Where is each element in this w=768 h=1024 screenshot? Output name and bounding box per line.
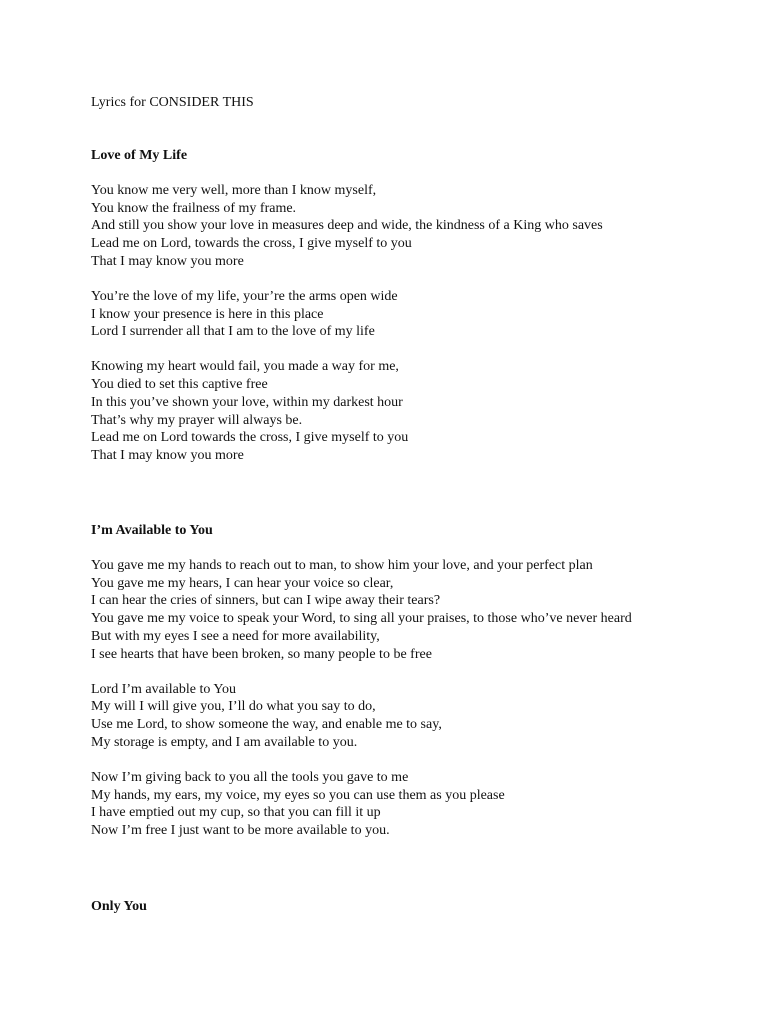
song-section <box>91 147 751 465</box>
lyric-line: My storage is empty, and I am available to you. <box>91 734 358 750</box>
lyric-line: I have emptied out my cup, so that you can fill it up <box>91 805 381 821</box>
lyric-line: You know the frailness of my frame. <box>91 200 297 216</box>
lyric-line: And still you show your love in measures deep and wide, the kindness of a King who saves <box>91 218 603 234</box>
lyric-line: My will I will give you, I’ll do what you say to do, <box>91 699 376 715</box>
lyric-line: That I may know you more <box>91 253 244 269</box>
song-section <box>91 898 751 916</box>
lyric-line: You gave me my voice to speak your Word, to sing all your praises, to those who’ve never heard <box>91 611 632 627</box>
lyric-line: You know me very well, more than I know myself, <box>91 182 377 198</box>
lyric-line: You’re the love of my life, your’re the arms open wide <box>91 288 398 304</box>
lyric-line: My hands, my ears, my voice, my eyes so you can use them as you please <box>91 787 505 803</box>
lyric-line: Use me Lord, to show someone the way, and enable me to say, <box>91 717 442 733</box>
stanza <box>91 557 751 664</box>
lyric-line: Now I’m giving back to you all the tools you gave to me <box>91 769 409 785</box>
lyric-line: In this you’ve shown your love, within my darkest hour <box>91 394 403 410</box>
lyric-line: You died to set this captive free <box>91 376 268 392</box>
stanza <box>91 769 751 840</box>
lyric-line: You gave me my hears, I can hear your voice so clear, <box>91 575 394 591</box>
lyric-line: Lord I’m available to You <box>91 681 237 697</box>
lyric-line: But with my eyes I see a need for more availability, <box>91 628 380 644</box>
lyric-line: I know your presence is here in this place <box>91 306 324 322</box>
song-title: Love of My Life <box>91 148 188 163</box>
lyric-line: That’s why my prayer will always be. <box>91 412 303 428</box>
stanza <box>91 681 751 752</box>
lyric-line: I can hear the cries of sinners, but can I wipe away their tears? <box>91 593 441 609</box>
lyric-line: Now I’m free I just want to be more available to you. <box>91 823 390 839</box>
lyric-line: That I may know you more <box>91 448 244 464</box>
lyric-line: Lead me on Lord, towards the cross, I give myself to you <box>91 236 412 252</box>
lyric-line: You gave me my hands to reach out to man, to show him your love, and your perfect plan <box>91 557 593 573</box>
lyric-line: Lead me on Lord towards the cross, I give myself to you <box>91 430 409 446</box>
song-title: I’m Available to You <box>91 523 213 538</box>
document-title: Lyrics for CONSIDER THIS <box>91 95 254 110</box>
song-section <box>91 522 751 840</box>
stanza <box>91 288 751 341</box>
lyric-line: Knowing my heart would fail, you made a way for me, <box>91 359 399 375</box>
song-title: Only You <box>91 899 147 914</box>
lyric-line: I see hearts that have been broken, so many people to be free <box>91 646 432 662</box>
stanza <box>91 358 751 465</box>
stanza <box>91 182 751 271</box>
lyric-line: Lord I surrender all that I am to the love of my life <box>91 324 375 340</box>
